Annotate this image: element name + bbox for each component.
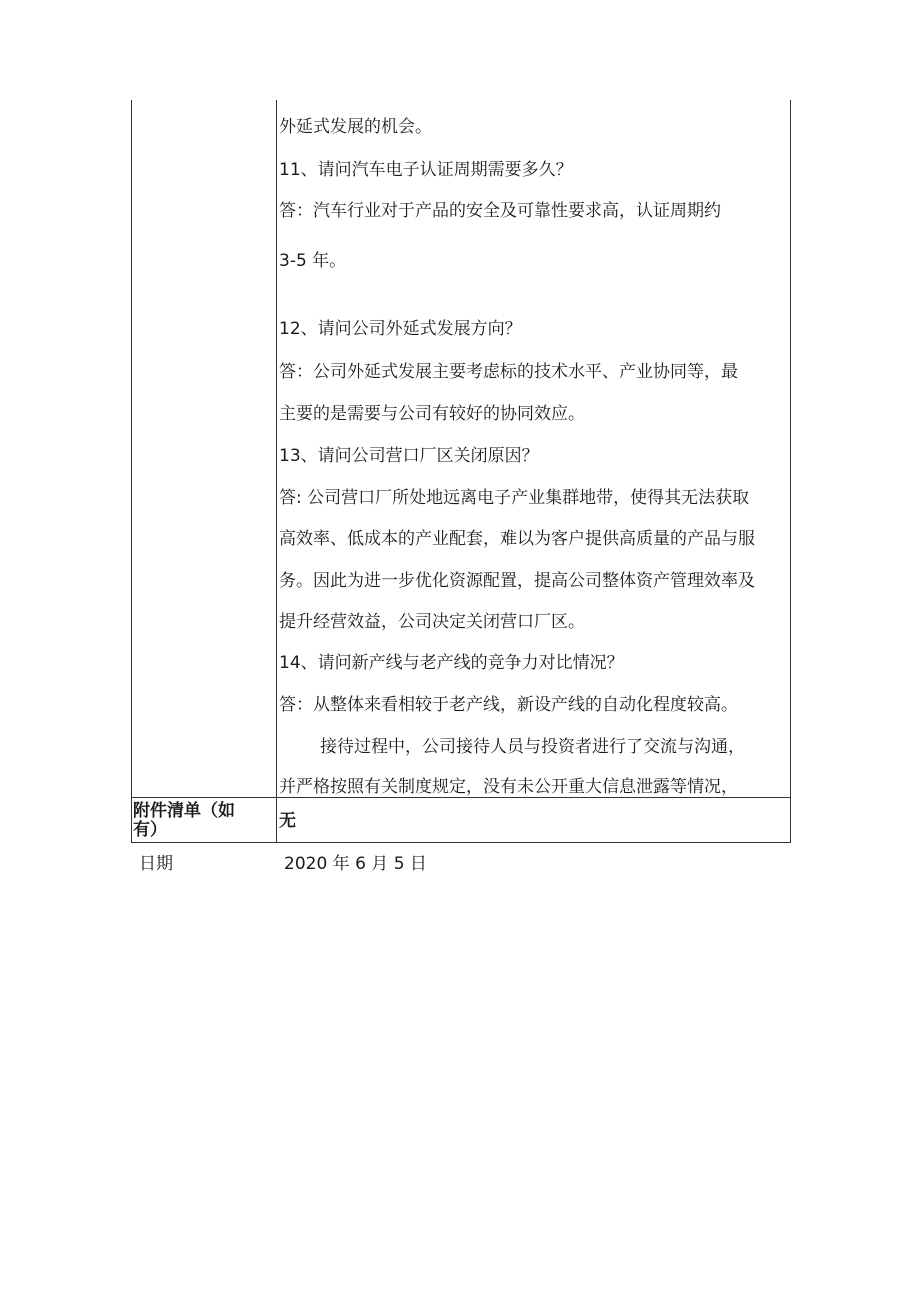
content-line: 并严格按照有关制度规定，没有未公开重大信息泄露等情况，	[279, 777, 738, 797]
attachments-label-line1: 附件清单（如	[133, 801, 235, 821]
table-right-border	[790, 100, 791, 842]
content-line: 13、请问公司营口厂区关闭原因？	[279, 446, 539, 466]
content-line: 12、请问公司外延式发展方向？	[279, 319, 522, 339]
content-line: 答：从整体来看相较于老产线，新设产线的自动化程度较高。	[279, 695, 738, 715]
date-value: 2020 年 6 月 5 日	[284, 854, 427, 874]
content-line: 11、请问汽车电子认证周期需要多久？	[279, 160, 573, 180]
content-line: 答：汽车行业对于产品的安全及可靠性要求高，认证周期约	[279, 201, 721, 221]
content-line: 外延式发展的机会。	[279, 117, 432, 137]
content-line: 14、请问新产线与老产线的竞争力对比情况？	[279, 653, 624, 673]
table-bottom-border	[131, 842, 791, 843]
attachments-label-line2: 有）	[133, 820, 167, 840]
content-line: 提升经营效益，公司决定关闭营口厂区。	[279, 612, 585, 632]
content-line: 高效率、低成本的产业配套，难以为客户提供高质量的产品与服	[279, 529, 755, 549]
table-column-divider	[276, 100, 277, 842]
table-left-border	[131, 100, 132, 842]
date-label: 日期	[139, 854, 173, 874]
attachments-value: 无	[279, 811, 296, 831]
content-line: 务。因此为进一步优化资源配置，提高公司整体资产管理效率及	[279, 571, 755, 591]
content-line: 3-5 年。	[279, 251, 347, 271]
content-line: 接待过程中，公司接待人员与投资者进行了交流与沟通，	[320, 737, 745, 757]
content-line: 答：公司外延式发展主要考虑标的技术水平、产业协同等，最	[279, 362, 738, 382]
content-line: 答: 公司营口厂所处地远离电子产业集群地带，使得其无法获取	[279, 488, 750, 508]
content-line: 主要的是需要与公司有较好的协同效应。	[279, 404, 585, 424]
